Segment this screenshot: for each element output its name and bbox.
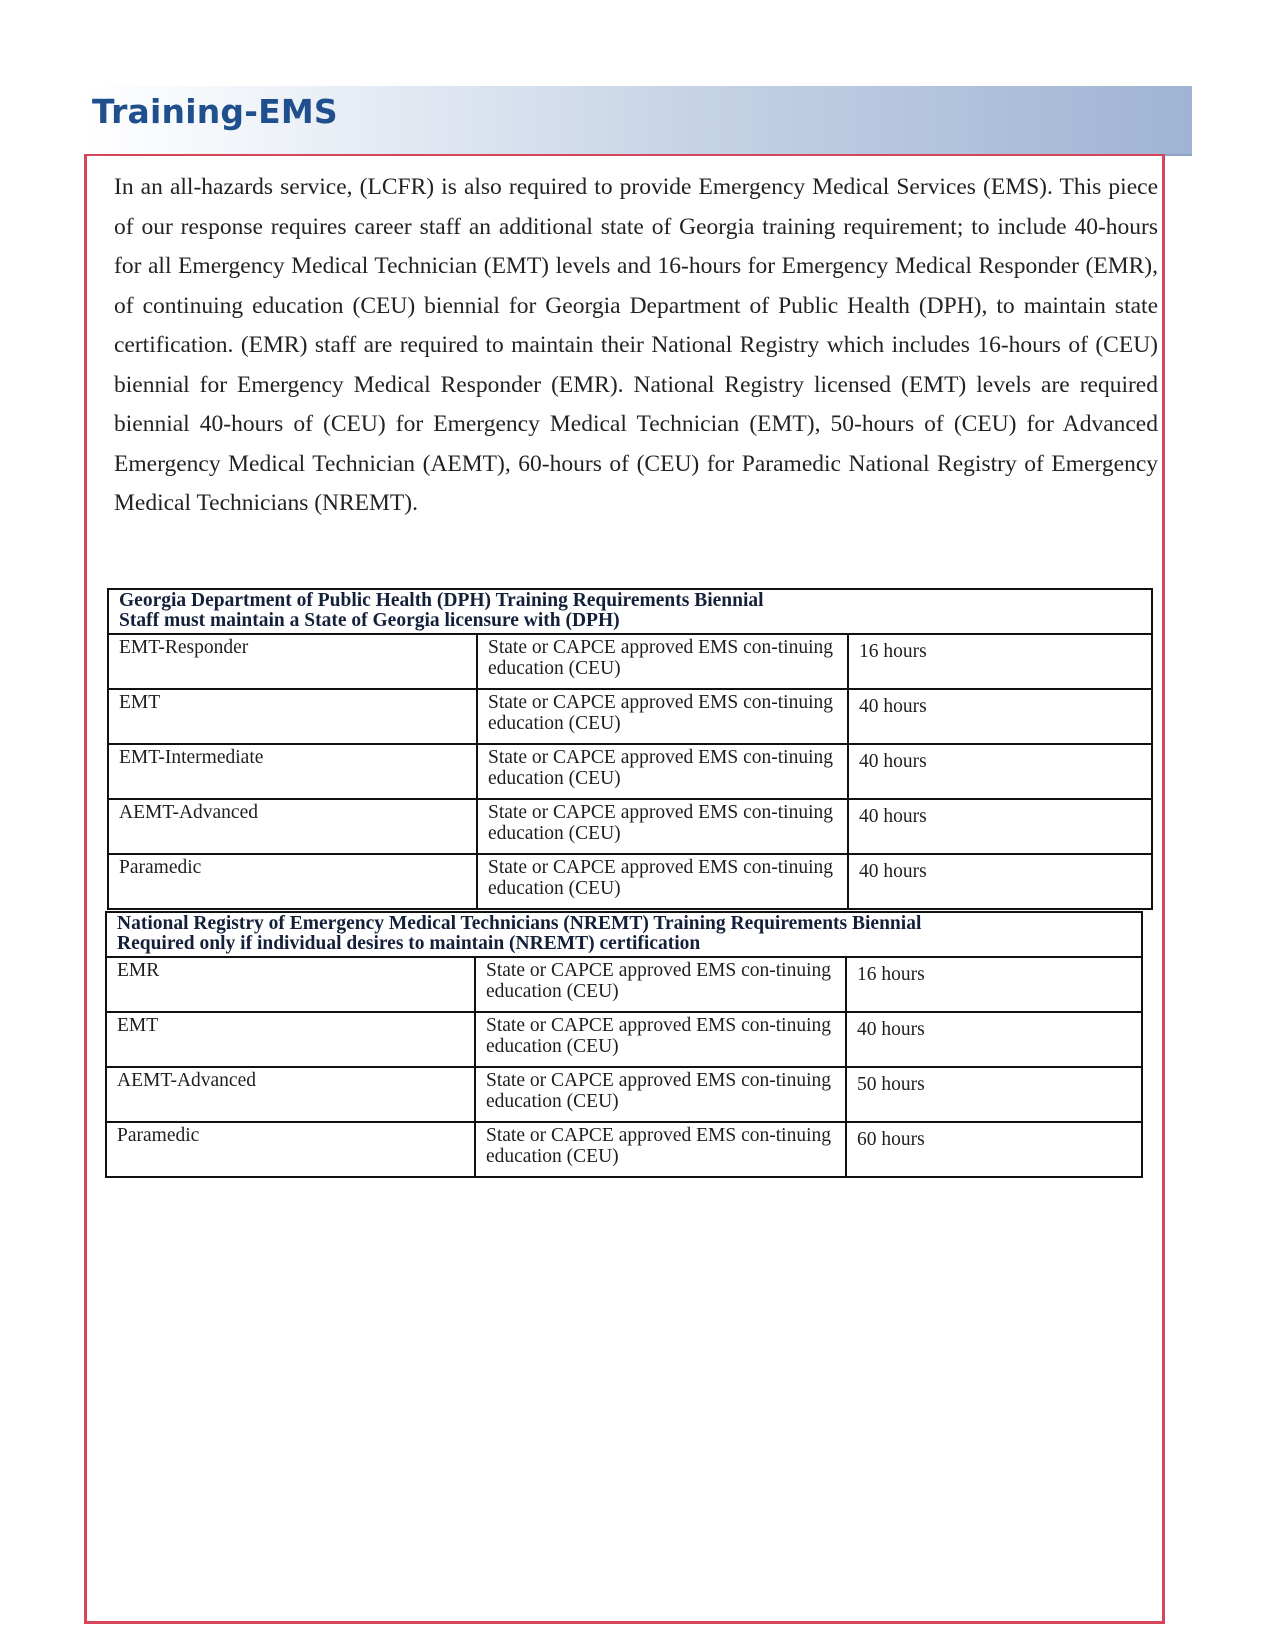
- hours-cell: 40 hours: [848, 744, 1152, 799]
- level-cell: EMT: [108, 689, 477, 744]
- dph-table-caption: [108, 589, 1152, 634]
- table-row: [108, 744, 1152, 799]
- table-row: [106, 957, 1142, 1012]
- hours-cell: 16 hours: [848, 634, 1152, 689]
- table-row: [108, 634, 1152, 689]
- table-row: [108, 854, 1152, 909]
- hours-cell: 60 hours: [846, 1122, 1142, 1177]
- table-row: [108, 689, 1152, 744]
- level-cell: Paramedic: [108, 854, 477, 909]
- requirement-cell: State or CAPCE approved EMS con-tinuing education (CEU): [477, 854, 848, 909]
- dph-caption-line-2: Staff must maintain a State of Georgia licensure with (DPH): [119, 610, 620, 631]
- table-row: [106, 1012, 1142, 1067]
- level-cell: EMT-Responder: [108, 634, 477, 689]
- hours-cell: 40 hours: [848, 854, 1152, 909]
- dph-requirements-table: [107, 588, 1153, 910]
- nremt-caption-line-1: National Registry of Emergency Medical Technicians (NREMT) Training Requirements Biennial: [117, 913, 922, 934]
- hours-cell: 40 hours: [846, 1012, 1142, 1067]
- nremt-requirements-table: [105, 911, 1143, 1178]
- table-row: [106, 1067, 1142, 1122]
- hours-cell: 50 hours: [846, 1067, 1142, 1122]
- level-cell: EMR: [106, 957, 475, 1012]
- nremt-table-caption: [106, 912, 1142, 957]
- requirement-cell: State or CAPCE approved EMS con-tinuing education (CEU): [475, 1012, 846, 1067]
- intro-paragraph: In an all-hazards service, (LCFR) is also required to provide Emergency Medical Services (EMS). This piece of our response requires career staff an additional state of Georgia training requirement; to include 40-hours for all Emergency Medical Technician (EMT) levels and 16-hours for Emergency Medical Responder (EMR), of continuing education (CEU) biennial for Georgia Department of Public Health (DPH), to maintain state certification. (EMR) staff are required to maintain their National Registry which includes 16-hours of (CEU) biennial for Emergency Medical Responder (EMR). National Registry licensed (EMT) levels are required biennial 40-hours of (CEU) for Emergency Medical Technician (EMT), 50-hours of (CEU) for Advanced Emergency Medical Technician (AEMT), 60-hours of (CEU) for Paramedic National Registry of Emergency Medical Technicians (NREMT).: [114, 174, 1158, 516]
- nremt-caption-line-2: Required only if individual desires to maintain (NREMT) certification: [117, 933, 701, 954]
- dph-table-body: [108, 589, 1152, 909]
- requirement-cell: State or CAPCE approved EMS con-tinuing education (CEU): [477, 634, 848, 689]
- hours-cell: 40 hours: [848, 799, 1152, 854]
- hours-cell: 16 hours: [846, 957, 1142, 1012]
- requirement-cell: State or CAPCE approved EMS con-tinuing education (CEU): [475, 1122, 846, 1177]
- dph-caption-line-1: Georgia Department of Public Health (DPH) Training Requirements Biennial: [119, 590, 764, 611]
- requirement-cell: State or CAPCE approved EMS con-tinuing education (CEU): [475, 1067, 846, 1122]
- level-cell: AEMT-Advanced: [108, 799, 477, 854]
- level-cell: AEMT-Advanced: [106, 1067, 475, 1122]
- table-row: [108, 799, 1152, 854]
- requirement-cell: State or CAPCE approved EMS con-tinuing education (CEU): [477, 744, 848, 799]
- nremt-table-body: [106, 912, 1142, 1177]
- hours-cell: 40 hours: [848, 689, 1152, 744]
- level-cell: EMT-Intermediate: [108, 744, 477, 799]
- table-caption-row: [108, 589, 1152, 634]
- requirement-cell: State or CAPCE approved EMS con-tinuing education (CEU): [475, 957, 846, 1012]
- table-row: [106, 1122, 1142, 1177]
- table-caption-row: [106, 912, 1142, 957]
- level-cell: Paramedic: [106, 1122, 475, 1177]
- section-title: Training-EMS: [92, 92, 338, 131]
- requirement-cell: State or CAPCE approved EMS con-tinuing education (CEU): [477, 799, 848, 854]
- requirement-cell: State or CAPCE approved EMS con-tinuing education (CEU): [477, 689, 848, 744]
- level-cell: EMT: [106, 1012, 475, 1067]
